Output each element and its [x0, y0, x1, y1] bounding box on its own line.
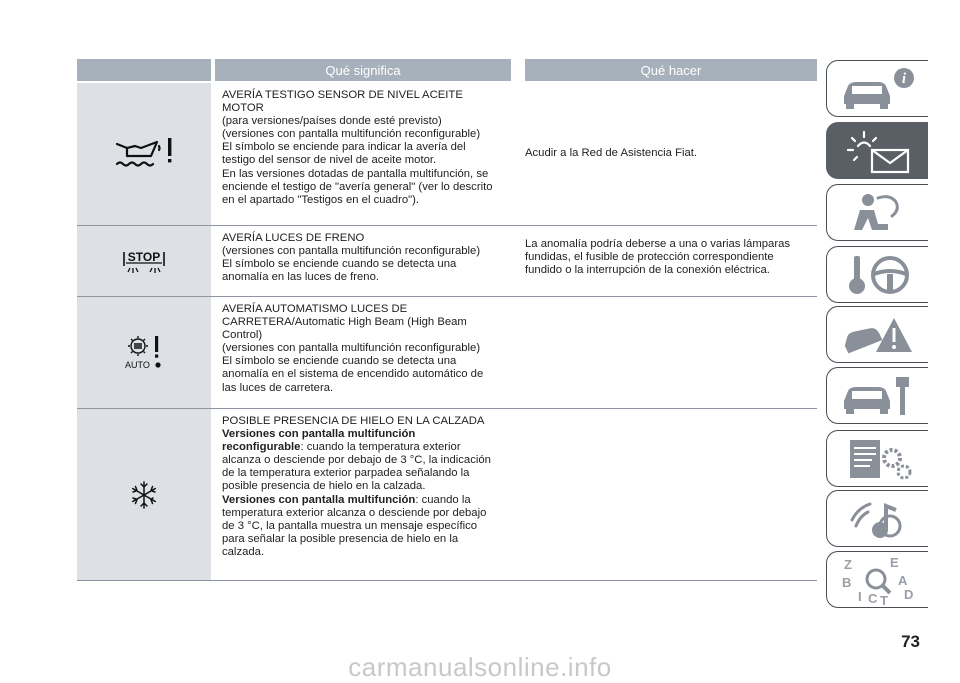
- svg-text:Z: Z: [843, 556, 852, 572]
- page-number: 73: [901, 632, 920, 651]
- tab-technical-data[interactable]: [826, 430, 928, 487]
- warning-lights-message-icon: [838, 128, 918, 174]
- svg-text:A: A: [897, 572, 907, 588]
- auto-high-beam-fault-icon: [123, 335, 165, 371]
- tab-multimedia[interactable]: [826, 490, 928, 547]
- tab-emergency[interactable]: [826, 306, 928, 363]
- oil-level-sensor-fault-icon: [113, 134, 175, 174]
- svg-text:AUTO: AUTO: [125, 359, 150, 370]
- table-row-oil-sensor: [77, 83, 817, 226]
- alphabet-index-icon: [838, 555, 918, 605]
- table-row-ice-warning: [77, 409, 817, 581]
- document-gears-icon: [838, 436, 918, 482]
- icon-cell: [77, 226, 211, 296]
- svg-text:B: B: [841, 574, 851, 590]
- svg-text:T: T: [879, 592, 888, 605]
- brake-lights-fault-icon: [120, 246, 168, 276]
- svg-text:I: I: [857, 588, 862, 604]
- svg-text:D: D: [903, 586, 913, 602]
- music-note-signal-icon: [838, 496, 918, 542]
- meaning-text: POSIBLE PRESENCIA DE HIELO EN LA CALZADA Versiones con pantalla multifunción reconfigurable: cuando la temperatura exterior alcanza o desciende por debajo de 3 °C, la indicación de la temperatura exterior parpadea señalando la posible presencia de hielo en la calzada. Versiones con pantalla multifunción: cuando la temperatura exterior alcanza o desciende por debajo de 3 °C, la pantalla muestra un mensaje específico para señalar la posible presencia de hielo en la calzada.: [222, 415, 491, 558]
- icon-cell: [77, 409, 211, 580]
- tab-safety[interactable]: [826, 184, 928, 241]
- tab-index[interactable]: [826, 551, 928, 608]
- header-meaning: Qué significa: [215, 59, 511, 81]
- meaning-text: AVERÍA LUCES DE FRENO (versiones con pantalla multifunción reconfigurable) El símbolo se enciende cuando se detecta una anomalía en las luces de freno.: [222, 232, 481, 284]
- car-info-icon: [838, 66, 918, 112]
- tab-warning-lights[interactable]: [826, 122, 928, 179]
- svg-text:E: E: [889, 554, 899, 570]
- tab-starting-driving[interactable]: [826, 246, 928, 303]
- svg-text:STOP: STOP: [127, 250, 161, 264]
- table-row-auto-high-beam: [77, 297, 817, 409]
- meaning-text: AVERÍA AUTOMATISMO LUCES DE CARRETERA/Automatic High Beam (High Beam Control) (versiones con pantalla multifunción reconfigurable) El símbolo se enciende cuando se detecta una anomalía en el sistema de encendido automático de las luces de carretera.: [222, 303, 484, 394]
- action-text: Acudir a la Red de Asistencia Fiat.: [525, 147, 698, 160]
- tab-vehicle-info[interactable]: [826, 60, 928, 117]
- key-steering-wheel-icon: [838, 252, 918, 298]
- car-crash-warning-icon: [838, 312, 918, 358]
- watermark: carmanualsonline.info: [348, 652, 612, 682]
- airbag-seat-icon: [838, 190, 918, 236]
- header-icon-column: [77, 59, 211, 81]
- svg-text:i: i: [901, 70, 906, 87]
- meaning-text: AVERÍA TESTIGO SENSOR DE NIVEL ACEITE MOTOR (para versiones/países donde esté previsto) (versiones con pantalla multifunción reconfigurable) El símbolo se enciende para indicar la avería del testigo del sensor de nivel de aceite motor. En las versiones dotadas de pantalla multifunción, se enciende el testigo de "avería general" (ver lo descrito en el apartado "Testigos en el cuadro").: [222, 89, 493, 206]
- table-row-brake-lights: [77, 226, 817, 297]
- svg-text:C: C: [867, 590, 877, 605]
- icon-cell: [77, 297, 211, 408]
- tab-maintenance[interactable]: [826, 367, 928, 424]
- header-action: Qué hacer: [525, 59, 817, 81]
- ice-on-road-icon: [129, 480, 159, 510]
- icon-cell: [77, 83, 211, 225]
- action-text: La anomalía podría deberse a una o varias lámparas fundidas, el fusible de protección correspondiente fundido o la interrupción de la conexión eléctrica.: [525, 238, 791, 277]
- car-wrench-icon: [838, 373, 918, 419]
